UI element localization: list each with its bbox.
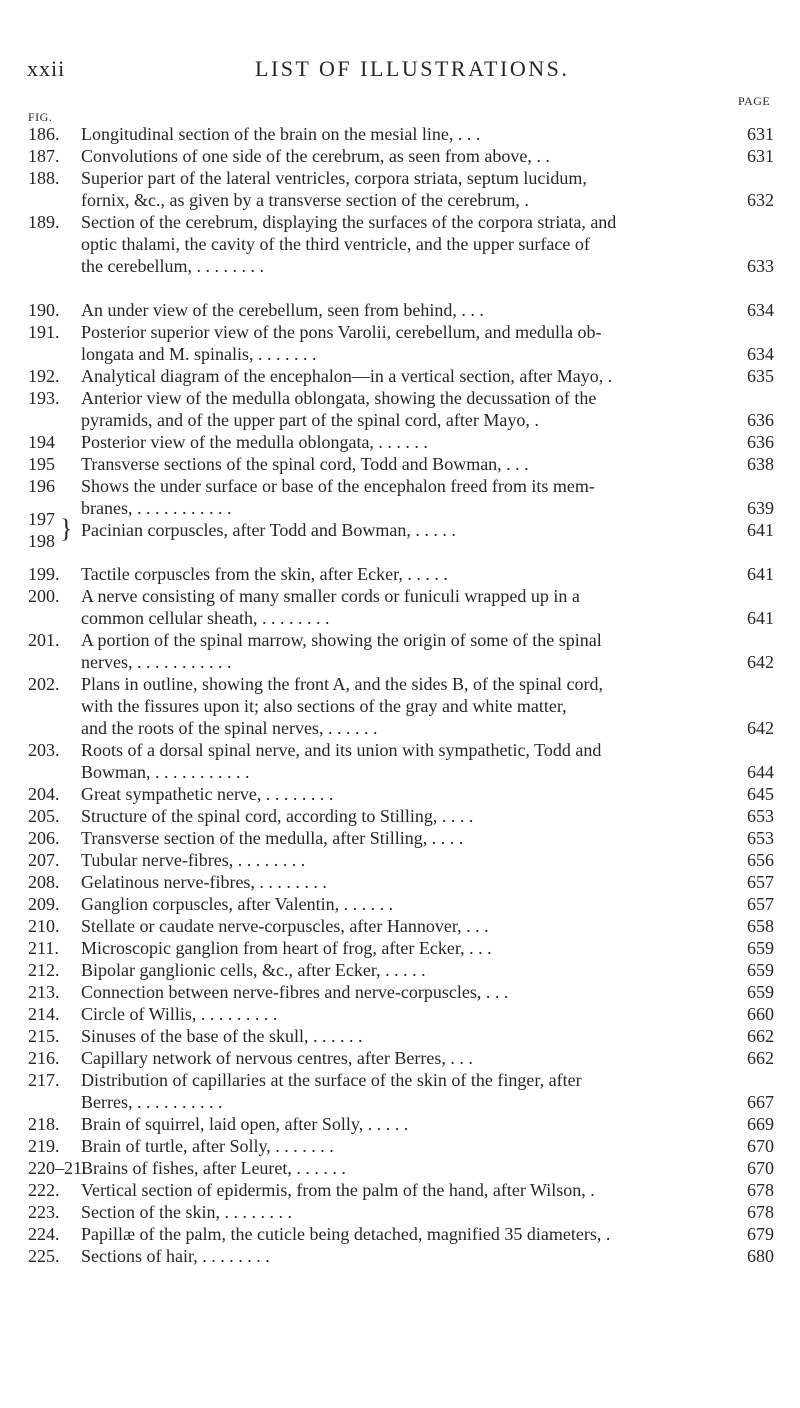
page-number-ref: 635 bbox=[747, 366, 774, 386]
page-number-ref: 656 bbox=[747, 850, 774, 870]
entry-line bbox=[28, 321, 721, 343]
figure-number: 191. bbox=[28, 322, 60, 342]
page-number-ref: 639 bbox=[747, 498, 774, 518]
entry-title: Structure of the spinal cord, according to Stilling, . . . . bbox=[81, 806, 474, 826]
page-number-ref: 670 bbox=[747, 1136, 774, 1156]
entry-line bbox=[28, 167, 721, 189]
entry-line: the cerebellum, . . . . . . . . bbox=[81, 256, 264, 276]
page-number-ref: 645 bbox=[747, 784, 774, 804]
page-number-ref: 642 bbox=[747, 718, 774, 738]
figure-number: 219. bbox=[28, 1136, 60, 1156]
entry-line bbox=[28, 475, 721, 497]
entry-line bbox=[28, 959, 721, 981]
page-number-ref: 653 bbox=[747, 806, 774, 826]
entry-title: Bipolar ganglionic cells, &c., after Ecker, . . . . . bbox=[81, 960, 426, 980]
entry-title: A nerve consisting of many smaller cords or funiculi wrapped up in a bbox=[81, 586, 580, 606]
entry-line bbox=[28, 1113, 721, 1135]
figure-number: 211. bbox=[28, 938, 59, 958]
entry-title: Papillæ of the palm, the cuticle being detached, magnified 35 diameters, . bbox=[81, 1224, 611, 1244]
entry-line bbox=[28, 629, 721, 651]
entry-title: Tactile corpuscles from the skin, after Ecker, . . . . . bbox=[81, 564, 448, 584]
figure-number: 197 bbox=[28, 509, 55, 529]
page-number-ref: 634 bbox=[747, 300, 774, 320]
figure-number: 209. bbox=[28, 894, 60, 914]
page-number-ref: 670 bbox=[747, 1158, 774, 1178]
entry-line bbox=[28, 211, 721, 233]
entry-title: Pacinian corpuscles, after Todd and Bowman, . . . . . bbox=[81, 520, 456, 540]
figure-number: 194 bbox=[28, 432, 55, 452]
entry-line: common cellular sheath, . . . . . . . . bbox=[81, 608, 330, 628]
entry-title: Shows the under surface or base of the encephalon freed from its mem- bbox=[81, 476, 595, 496]
figure-number: 188. bbox=[28, 168, 60, 188]
entry-line bbox=[28, 519, 721, 541]
entry-line bbox=[28, 1179, 721, 1201]
figure-number: 203. bbox=[28, 740, 60, 760]
entry-title: Vertical section of epidermis, from the palm of the hand, after Wilson, . bbox=[81, 1180, 595, 1200]
entry-title: Capillary network of nervous centres, after Berres, . . . bbox=[81, 1048, 473, 1068]
entry-line bbox=[28, 365, 721, 387]
page-header bbox=[27, 56, 773, 86]
entry-line bbox=[28, 871, 721, 893]
entry-title: Brains of fishes, after Leuret, . . . . . . bbox=[81, 1158, 346, 1178]
page-number-ref: 658 bbox=[747, 916, 774, 936]
entry-line bbox=[28, 1069, 721, 1091]
entry-title: Transverse section of the medulla, after Stilling, . . . . bbox=[81, 828, 464, 848]
entry-title: Roots of a dorsal spinal nerve, and its union with sympathetic, Todd and bbox=[81, 740, 602, 760]
figure-number: 212. bbox=[28, 960, 60, 980]
entry-line: optic thalami, the cavity of the third ventricle, and the upper surface of bbox=[81, 234, 590, 254]
entry-title: Analytical diagram of the encephalon—in a vertical section, after Mayo, . bbox=[81, 366, 613, 386]
figure-number: 198 bbox=[28, 531, 55, 551]
figure-number: 202. bbox=[28, 674, 60, 694]
figure-number: 216. bbox=[28, 1048, 60, 1068]
entry-title: Plans in outline, showing the front A, and the sides B, of the spinal cord, bbox=[81, 674, 603, 694]
page-number-ref: 660 bbox=[747, 1004, 774, 1024]
figure-number: 186. bbox=[28, 124, 60, 144]
figure-number: 218. bbox=[28, 1114, 60, 1134]
entry-line bbox=[28, 453, 721, 475]
entry-title: Great sympathetic nerve, . . . . . . . . bbox=[81, 784, 334, 804]
entry-line: branes, . . . . . . . . . . . bbox=[81, 498, 232, 518]
entry-line bbox=[28, 827, 721, 849]
page-number-ref: 667 bbox=[747, 1092, 774, 1112]
page-number-ref: 659 bbox=[747, 938, 774, 958]
figure-number: 224. bbox=[28, 1224, 60, 1244]
figure-number: 190. bbox=[28, 300, 60, 320]
entry-title: Microscopic ganglion from heart of frog, after Ecker, . . . bbox=[81, 938, 492, 958]
page-number-ref: 636 bbox=[747, 410, 774, 430]
entry-line bbox=[28, 783, 721, 805]
page-number-ref: 679 bbox=[747, 1224, 774, 1244]
entry-title: Tubular nerve-fibres, . . . . . . . . bbox=[81, 850, 306, 870]
entry-line bbox=[28, 849, 721, 871]
page-number-ref: 662 bbox=[747, 1026, 774, 1046]
entry-line bbox=[28, 145, 721, 167]
page-number-ref: 644 bbox=[747, 762, 774, 782]
entry-line bbox=[28, 387, 721, 409]
entry-line bbox=[28, 739, 721, 761]
figure-number: 208. bbox=[28, 872, 60, 892]
page-number-ref: 636 bbox=[747, 432, 774, 452]
figure-number: 210. bbox=[28, 916, 60, 936]
entry-line bbox=[28, 1245, 721, 1267]
page-number-ref: 678 bbox=[747, 1180, 774, 1200]
entry-title: Section of the skin, . . . . . . . . bbox=[81, 1202, 292, 1222]
entry-line bbox=[28, 1157, 721, 1179]
page-number-ref: 680 bbox=[747, 1246, 774, 1266]
page-number: xxii bbox=[27, 56, 66, 81]
entry-title: Posterior view of the medulla oblongata, . . . . . . bbox=[81, 432, 428, 452]
entry-title: Longitudinal section of the brain on the mesial line, . . . bbox=[81, 124, 481, 144]
entry-title: A portion of the spinal marrow, showing the origin of some of the spinal bbox=[81, 630, 602, 650]
entry-line: Bowman, . . . . . . . . . . . bbox=[81, 762, 250, 782]
entry-line bbox=[28, 585, 721, 607]
page-number-ref: 634 bbox=[747, 344, 774, 364]
page-number-ref: 642 bbox=[747, 652, 774, 672]
entry-line: pyramids, and of the upper part of the spinal cord, after Mayo, . bbox=[81, 410, 539, 430]
page-column-label: PAGE bbox=[738, 94, 771, 108]
page-number-ref: 669 bbox=[747, 1114, 774, 1134]
entry-line bbox=[28, 1223, 721, 1245]
figure-number: 207. bbox=[28, 850, 60, 870]
entry-line bbox=[28, 981, 721, 1003]
page-number-ref: 631 bbox=[747, 124, 774, 144]
entry-title: Stellate or caudate nerve-corpuscles, after Hannover, . . . bbox=[81, 916, 489, 936]
entry-line bbox=[28, 915, 721, 937]
figure-number: 201. bbox=[28, 630, 60, 650]
entry-title: Convolutions of one side of the cerebrum, as seen from above, . . bbox=[81, 146, 550, 166]
figure-number: 193. bbox=[28, 388, 60, 408]
entry-title: Transverse sections of the spinal cord, Todd and Bowman, . . . bbox=[81, 454, 529, 474]
figure-number: 204. bbox=[28, 784, 60, 804]
page-number-ref: 631 bbox=[747, 146, 774, 166]
entry-title: Ganglion corpuscles, after Valentin, . . . . . . bbox=[81, 894, 394, 914]
page-title: LIST OF ILLUSTRATIONS. bbox=[255, 56, 570, 81]
entry-line bbox=[28, 805, 721, 827]
figure-number: 187. bbox=[28, 146, 60, 166]
page-number-ref: 638 bbox=[747, 454, 774, 474]
figure-number: 206. bbox=[28, 828, 60, 848]
entry-line bbox=[28, 1135, 721, 1157]
entry-title: Circle of Willis, . . . . . . . . . bbox=[81, 1004, 278, 1024]
entry-title: Anterior view of the medulla oblongata, showing the decussation of the bbox=[81, 388, 597, 408]
entry-title: Gelatinous nerve-fibres, . . . . . . . . bbox=[81, 872, 327, 892]
figure-number: 223. bbox=[28, 1202, 60, 1222]
entry-line: Berres, . . . . . . . . . . bbox=[81, 1092, 223, 1112]
entry-line bbox=[28, 299, 721, 321]
page-number-ref: 657 bbox=[747, 894, 774, 914]
entry-line bbox=[28, 1047, 721, 1069]
entry-line: nerves, . . . . . . . . . . . bbox=[81, 652, 232, 672]
entry-title: Distribution of capillaries at the surface of the skin of the finger, after bbox=[81, 1070, 582, 1090]
page-number-ref: 678 bbox=[747, 1202, 774, 1222]
entry-title: Sections of hair, . . . . . . . . bbox=[81, 1246, 270, 1266]
entry-line bbox=[28, 431, 721, 453]
figure-number: 205. bbox=[28, 806, 60, 826]
brace-glyph: } bbox=[60, 514, 73, 543]
figure-number: 196 bbox=[28, 476, 55, 496]
entry-line bbox=[28, 123, 721, 145]
page-number-ref: 657 bbox=[747, 872, 774, 892]
entry-line: fornix, &c., as given by a transverse section of the cerebrum, . bbox=[81, 190, 529, 210]
fig-column-label: FIG. bbox=[28, 110, 53, 124]
figure-number: 225. bbox=[28, 1246, 60, 1266]
entry-line: with the fissures upon it; also sections of the gray and white matter, bbox=[81, 696, 567, 716]
page-number-ref: 659 bbox=[747, 982, 774, 1002]
entry-line bbox=[28, 937, 721, 959]
entry-line: and the roots of the spinal nerves, . . . . . . bbox=[81, 718, 378, 738]
entry-title: Connection between nerve-fibres and nerve-corpuscles, . . . bbox=[81, 982, 509, 1002]
page-number-ref: 641 bbox=[747, 608, 774, 628]
entry-title: An under view of the cerebellum, seen from behind, . . . bbox=[81, 300, 484, 320]
entry-title: Posterior superior view of the pons Varolii, cerebellum, and medulla ob- bbox=[81, 322, 602, 342]
entry-line bbox=[28, 1025, 721, 1047]
page-number-ref: 641 bbox=[747, 564, 774, 584]
figure-number: 217. bbox=[28, 1070, 60, 1090]
figure-number: 200. bbox=[28, 586, 60, 606]
entry-title: Brain of squirrel, laid open, after Solly, . . . . . bbox=[81, 1114, 409, 1134]
page-number-ref: 653 bbox=[747, 828, 774, 848]
figure-number: 215. bbox=[28, 1026, 60, 1046]
figure-number: 213. bbox=[28, 982, 60, 1002]
entry-line bbox=[28, 893, 721, 915]
page-number-ref: 633 bbox=[747, 256, 774, 276]
figure-number: 192. bbox=[28, 366, 60, 386]
page-number-ref: 659 bbox=[747, 960, 774, 980]
entry-line bbox=[28, 563, 721, 585]
entry-title: Brain of turtle, after Solly, . . . . . . . bbox=[81, 1136, 334, 1156]
entry-title: Section of the cerebrum, displaying the surfaces of the corpora striata, and bbox=[81, 212, 617, 232]
entry-line bbox=[28, 673, 721, 695]
entry-line: longata and M. spinalis, . . . . . . . bbox=[81, 344, 317, 364]
page-number-ref: 641 bbox=[747, 520, 774, 540]
figure-number: 220–21. bbox=[28, 1158, 87, 1178]
figure-number: 189. bbox=[28, 212, 60, 232]
page-number-ref: 662 bbox=[747, 1048, 774, 1068]
page-number-ref: 632 bbox=[747, 190, 774, 210]
entry-title: Superior part of the lateral ventricles, corpora striata, septum lucidum, bbox=[81, 168, 587, 188]
entry-line bbox=[28, 1003, 721, 1025]
figure-number: 195 bbox=[28, 454, 55, 474]
figure-number: 214. bbox=[28, 1004, 60, 1024]
entry-line bbox=[28, 1201, 721, 1223]
entry-title: Sinuses of the base of the skull, . . . . . . bbox=[81, 1026, 363, 1046]
figure-number: 199. bbox=[28, 564, 60, 584]
figure-number: 222. bbox=[28, 1180, 60, 1200]
